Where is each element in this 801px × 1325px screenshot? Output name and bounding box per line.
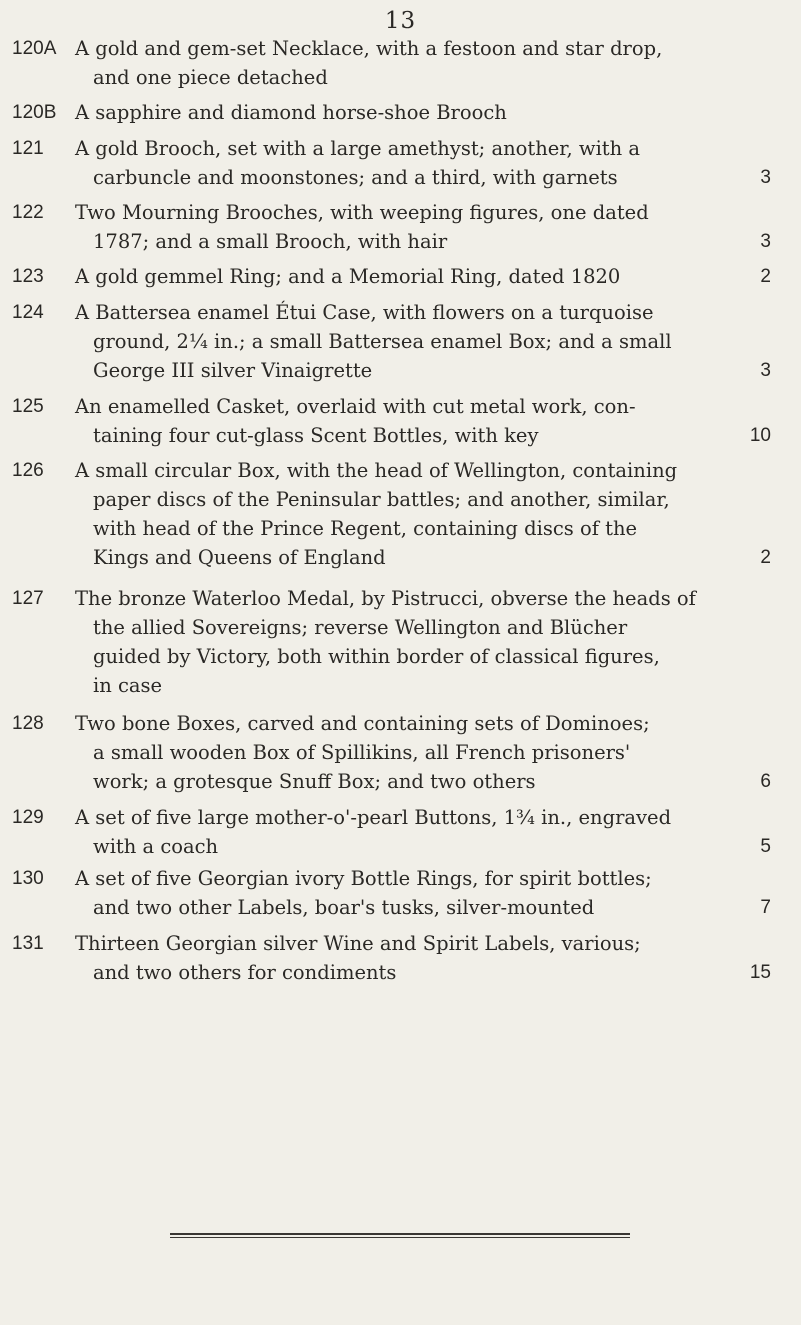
lot-description-line: The bronze Waterloo Medal, by Pistrucci, obverse the heads of	[75, 587, 696, 610]
lot-quantity: 2	[760, 266, 771, 287]
lot-description-line: in case	[93, 674, 163, 697]
lot-description-line: with a coach	[93, 835, 219, 858]
lot-number: 128	[12, 713, 44, 734]
lot-description	[75, 392, 771, 450]
lot-description-line: carbuncle and moonstones; and a third, with garnets	[93, 166, 618, 189]
lot-description-line: Two bone Boxes, carved and containing sets of Dominoes;	[75, 712, 650, 735]
lot-description	[75, 709, 771, 796]
lot-description-line: with head of the Prince Regent, containing discs of the	[93, 517, 638, 540]
lot-description-line: A gold gemmel Ring; and a Memorial Ring, dated 1820	[75, 265, 621, 288]
lot-description-line: taining four cut-glass Scent Bottles, with key	[93, 424, 539, 447]
lot-description-line: A sapphire and diamond horse-shoe Brooch	[75, 101, 507, 124]
lot-quantity: 3	[760, 231, 771, 252]
lot-number: 122	[12, 202, 44, 223]
lot-description-line: the allied Sovereigns; reverse Wellington and Blücher	[93, 616, 628, 639]
lot-quantity: 3	[760, 360, 771, 381]
lot-description-line: An enamelled Casket, overlaid with cut metal work, con-	[75, 395, 636, 418]
lot-description-line: A Battersea enamel Étui Case, with flowers on a turquoise	[75, 301, 654, 324]
lot-number: 125	[12, 396, 44, 417]
lot-description-line: 1787; and a small Brooch, with hair	[93, 230, 448, 253]
lot-quantity: 7	[760, 897, 771, 918]
lot-quantity: 5	[760, 836, 771, 857]
lot-description-line: and two others for condiments	[93, 961, 397, 984]
lot-description-line: A small circular Box, with the head of Wellington, containing	[75, 459, 678, 482]
lot-description	[75, 864, 771, 922]
lot-quantity: 3	[760, 167, 771, 188]
lot-description-line: Kings and Queens of England	[93, 546, 386, 569]
lot-description	[75, 198, 771, 256]
lot-number: 126	[12, 460, 44, 481]
lot-description	[75, 803, 771, 861]
end-rule	[170, 1233, 630, 1235]
lot-number: 131	[12, 933, 44, 954]
lot-number: 120A	[12, 38, 57, 59]
lot-description-line: A gold Brooch, set with a large amethyst; another, with a	[75, 137, 641, 160]
lot-description	[75, 262, 771, 291]
lot-description	[75, 134, 771, 192]
lot-description-line: A gold and gem-set Necklace, with a festoon and star drop,	[75, 37, 663, 60]
lot-description-line: ground, 2¼ in.; a small Battersea enamel Box; and a small	[93, 330, 672, 353]
lot-description-line: Thirteen Georgian silver Wine and Spirit Labels, various;	[75, 932, 641, 955]
lot-description	[75, 584, 771, 700]
lot-description	[75, 298, 771, 385]
lot-description-line: guided by Victory, both within border of classical figures,	[93, 645, 660, 668]
lot-quantity: 10	[749, 425, 771, 446]
lot-quantity: 6	[760, 771, 771, 792]
lot-description-line: A set of five large mother-o'-pearl Buttons, 1¾ in., engraved	[75, 806, 672, 829]
lot-description	[75, 456, 771, 572]
lot-number: 123	[12, 266, 44, 287]
lot-description-line: George III silver Vinaigrette	[93, 359, 373, 382]
lot-quantity: 2	[760, 547, 771, 568]
lot-quantity: 15	[749, 962, 771, 983]
page-number: 13	[384, 8, 417, 34]
lot-number: 124	[12, 302, 44, 323]
end-rule-thin	[170, 1237, 630, 1238]
lot-description	[75, 34, 771, 92]
lot-number: 120B	[12, 102, 57, 123]
lot-description-line: and one piece detached	[93, 66, 328, 89]
lot-number: 129	[12, 807, 44, 828]
lot-description-line: A set of five Georgian ivory Bottle Rings, for spirit bottles;	[75, 867, 652, 890]
lot-description-line: paper discs of the Peninsular battles; and another, similar,	[93, 488, 670, 511]
lot-description	[75, 929, 771, 987]
lot-description-line: and two other Labels, boar's tusks, silver-mounted	[93, 896, 595, 919]
lot-description-line: a small wooden Box of Spillikins, all French prisoners'	[93, 741, 631, 764]
lot-description-line: Two Mourning Brooches, with weeping figures, one dated	[75, 201, 649, 224]
lot-number: 121	[12, 138, 44, 159]
lot-number: 127	[12, 588, 44, 609]
lot-description-line: work; a grotesque Snuff Box; and two others	[93, 770, 536, 793]
lot-description	[75, 98, 771, 127]
lot-number: 130	[12, 868, 44, 889]
